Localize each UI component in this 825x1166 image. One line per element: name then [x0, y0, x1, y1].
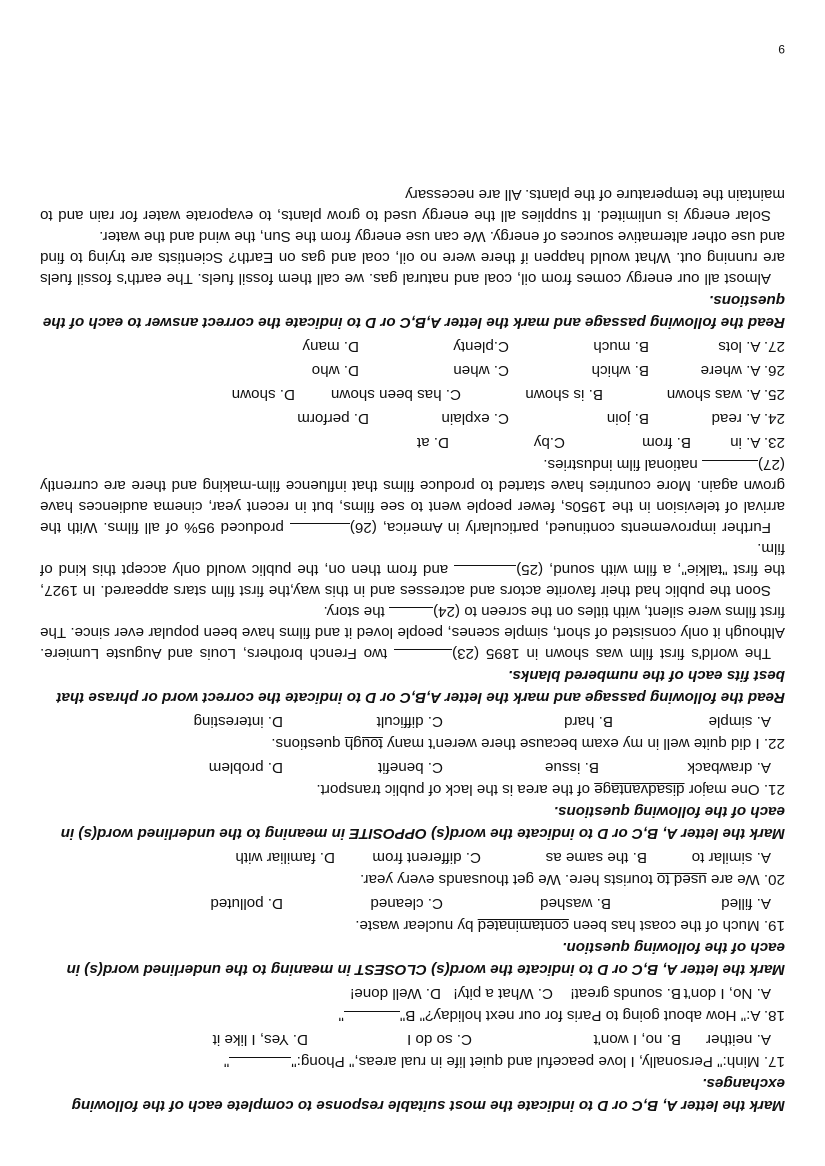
option-a: 25. A. was shown [666, 386, 785, 403]
option-d: D. many [302, 338, 359, 355]
blank-26 [290, 523, 350, 538]
paragraph-text: two French brothers, Louis and Auguste Lumiere. Although it only consisted of short, simple scenes, people loved it and films have been popular ever since. The first films were silent, with titles on the screen to (24) [40, 603, 785, 662]
passage-paragraph-4: Almost all our energy comes from oil, coal and natural gas. we call them fossil fuels. The earth's fossil fuels are running out. What would happen if there were no oil, coal and gas on Earth? Scientists are trying to find and use other alternative sources of energy. We can use energy from the Sun, the wind and the water. [40, 228, 785, 287]
question-17-text: 17. Minh:" Personally, I love peaceful and quiet life in rual areas," Phong:" [291, 1053, 785, 1070]
question-18-text: 18. A:" How about going to Paris for our next holiday?" B" [399, 1007, 785, 1024]
option-b: B. no, I won't [593, 1031, 681, 1048]
option-c: C.plenty [453, 338, 509, 355]
page-number: 9 [778, 42, 785, 56]
option-b: B. washed [540, 895, 611, 912]
option-d: D. familiar with [235, 849, 335, 866]
option-b: B. much [593, 338, 649, 355]
option-b: B. hard [564, 713, 613, 730]
option-d: D. problem [208, 759, 283, 776]
question-20-rest: tourists here. We get thousands every year. [360, 871, 657, 888]
section-instruction-opposite: Mark the letter A, B,C or D to indicate the word(s) OPPOSITE in meaning to the underlined word(s) in each of the following questions. [60, 803, 785, 842]
paragraph-text: produced 95% of all films. With the arrival of television in the 1950s, fewer people went to see films, but in recent year, cinema audiences have grown again. More countries have started to produce films that influence film-making and there are currently (27) [40, 456, 785, 536]
section-instruction-reading: Read the following passage and mark the letter A,B,C or D to indicate the correct answer to each of the questions. [42, 292, 785, 331]
option-d: D. perform [297, 410, 369, 427]
question-21-rest: of the area is the lack of public transport. [316, 781, 595, 798]
option-a: A. similar to [691, 849, 771, 866]
underlined-word: used to [656, 871, 707, 888]
blank-24 [389, 607, 433, 622]
option-d: D. Well done! [350, 985, 441, 1002]
option-a: A. No, I don't [683, 985, 771, 1002]
options-18 [40, 983, 785, 1004]
option-a: 27. A. lots [718, 338, 785, 355]
option-d: D. Yes, I like it [212, 1031, 308, 1048]
option-d: D. interesting [193, 713, 283, 730]
option-d: D. at [416, 434, 449, 451]
options-22 [40, 711, 785, 732]
question-17 [40, 1051, 785, 1072]
option-b: B. which [591, 362, 649, 379]
passage-paragraph-2 [40, 538, 785, 601]
paragraph-text: the story. [323, 603, 390, 620]
section-instruction-closest: Mark the letter A, B,C or D to indicate the word(s) CLOSEST in meaning to the underlined word(s) in each of the following question. [66, 939, 785, 978]
options-17 [40, 1029, 785, 1050]
option-c: C. so do I [407, 1031, 472, 1048]
blank-25 [454, 565, 516, 580]
question-20-text: 20. We are [706, 871, 785, 888]
option-b: B. from [642, 434, 691, 451]
option-a: 26. A. where [700, 362, 785, 379]
options-19 [40, 893, 785, 914]
question-19 [40, 915, 785, 936]
option-a: A. filled [721, 895, 771, 912]
option-b: B. join [606, 410, 649, 427]
option-c: C. explain [441, 410, 509, 427]
paragraph-text: Soon the public had their favorite actors and actresses and in this way,the first film stars appeared. In 1927, the first "talkie", a film with sound, (25) [40, 561, 785, 599]
option-b: B. sounds great! [570, 985, 681, 1002]
option-d: D. polluted [210, 895, 283, 912]
option-a: A. drawback [687, 759, 771, 776]
option-b: B. is shown [525, 386, 603, 403]
question-22-text: 22. I did quite well in my exam because there weren't many [382, 735, 785, 752]
question-18 [40, 1005, 785, 1026]
answer-blank [344, 1011, 400, 1026]
question-22-rest: questions. [271, 735, 345, 752]
options-27 [40, 336, 785, 357]
paragraph-text: and from then on, the public would only accept this kind of film. [40, 540, 785, 578]
option-b: B. the same as [545, 849, 647, 866]
options-26 [40, 360, 785, 381]
option-c: C. different from [372, 849, 481, 866]
passage-paragraph-1 [40, 601, 785, 664]
paragraph-text: Further improvements continued, particularly in America, (26) [349, 519, 771, 536]
question-19-rest: by nuclear waste. [355, 917, 478, 934]
passage-paragraph-3 [40, 454, 785, 538]
question-22 [40, 733, 785, 754]
option-b: B. issue [544, 759, 599, 776]
section-instruction-exchanges: Mark the letter A, B,C or D to indicate the most suitable response to complete each of the following exchanges. [71, 1075, 785, 1114]
option-c: C. difficult [376, 713, 443, 730]
option-c: C. benefit [377, 759, 443, 776]
option-c: C. cleaned [370, 895, 443, 912]
option-c: C. when [453, 362, 509, 379]
option-a: 23. A. in [730, 434, 785, 451]
underlined-word: disadvantage [594, 781, 685, 798]
paragraph-text: The world's first film was shown in 1895 (23) [452, 645, 771, 662]
question-21 [40, 779, 785, 800]
options-23 [40, 432, 785, 453]
options-25 [40, 384, 785, 405]
option-c: C.by [533, 434, 565, 451]
paragraph-text: national film industries. [543, 456, 702, 473]
option-c: C. What a pity! [453, 985, 553, 1002]
option-c: C. has been shown [330, 386, 461, 403]
blank-23 [394, 649, 452, 664]
question-17-end: " [223, 1053, 230, 1070]
question-20 [40, 869, 785, 890]
underlined-word: tough [344, 735, 383, 752]
options-24 [40, 408, 785, 429]
option-a: 24. A. read [711, 410, 785, 427]
answer-blank [229, 1057, 291, 1072]
blank-27 [702, 460, 758, 475]
option-a: A. simple [708, 713, 771, 730]
underlined-word: contaminated [477, 917, 569, 934]
options-20 [40, 847, 785, 868]
options-21 [40, 757, 785, 778]
question-18-end: " [338, 1007, 344, 1024]
question-21-text: 21. One major [684, 781, 785, 798]
section-instruction-cloze: Read the following passage and mark the letter A,B,C or D to indicate the correct word or phrase that best fits each of the numbered blanks. [56, 667, 785, 706]
passage-paragraph-5: Solar energy is unlimited. It supplies all the energy used to grow plants, to evaporate water for rain and to maintain the temperature of the plants. All are necessary [40, 186, 785, 224]
option-a: A. neither [705, 1031, 771, 1048]
question-19-text: 19. Much of the coast has been [568, 917, 785, 934]
option-d: D. who [311, 362, 359, 379]
option-d: D. shown [231, 386, 295, 403]
